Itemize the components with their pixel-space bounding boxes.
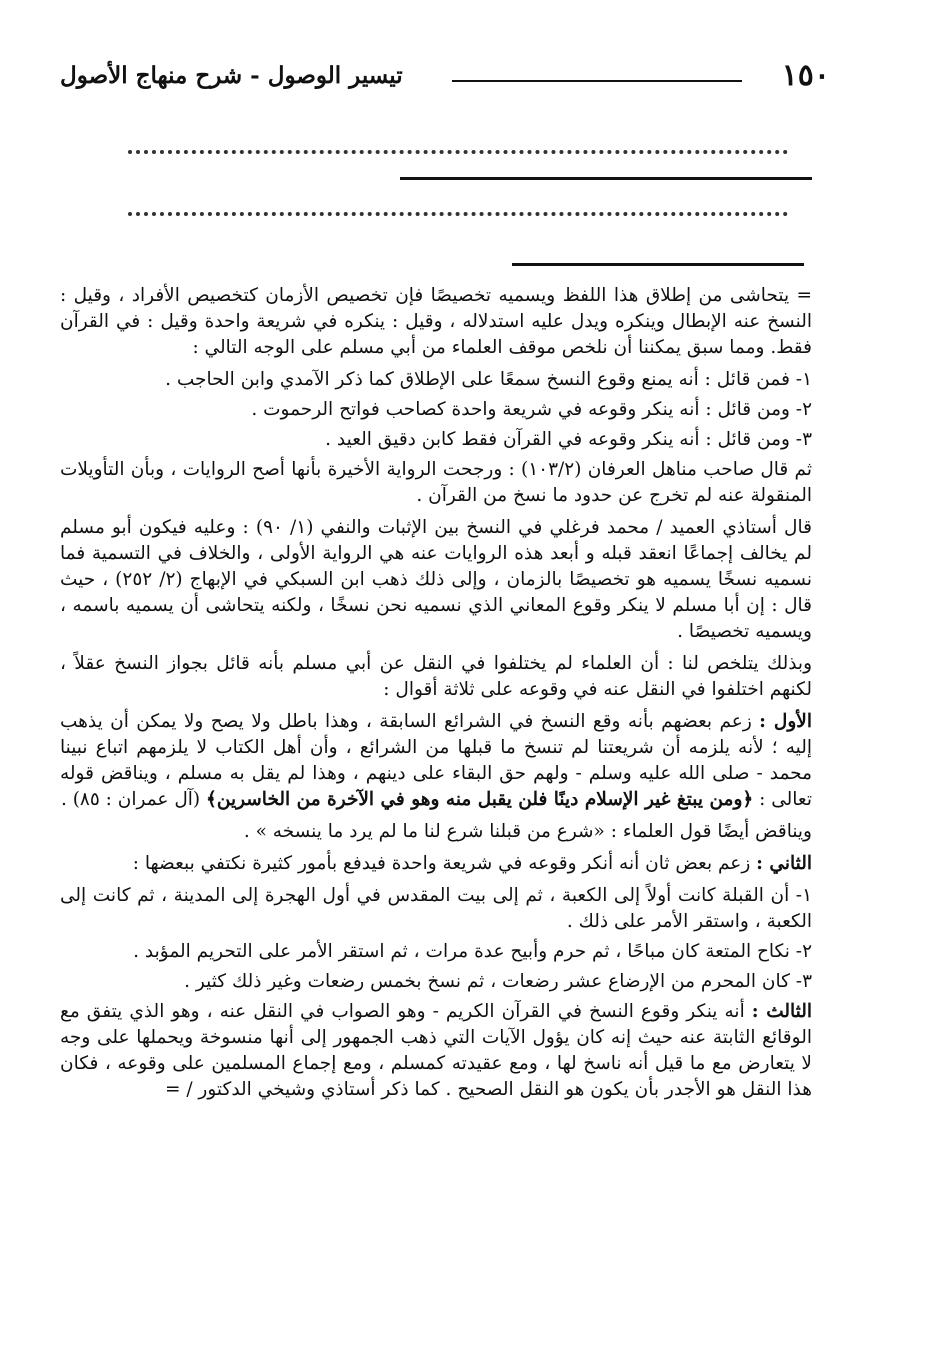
header-rule	[452, 80, 742, 82]
dotted-line-top	[128, 140, 788, 154]
list-item: ١- أن القبلة كانت أولاً إلى الكعبة ، ثم إلى بيت المقدس في أول الهجرة إلى المدينة ، ثم كانت إلى الكعبة ، واستقر الأمر على ذلك .	[60, 885, 812, 932]
paragraph-second-opinion	[60, 851, 812, 877]
paragraph-third-opinion	[60, 999, 812, 1103]
list-item: ٢- نكاح المتعة كان مباحًا ، ثم حرم وأبيح عدة مرات ، ثم استقر الأمر على التحريم المؤبد .	[133, 941, 812, 962]
dotted-line-bottom	[128, 202, 788, 216]
page-header	[60, 58, 830, 102]
first-opinion-text: زعم بعضهم بأنه وقع النسخ في الشرائع السابقة ، وهذا باطل ولا يصح ولا يمكن أن يذهب إليه ؛ لأنه يلزمه أن شريعتنا لم تنسخ ما قبلها من الشرائع ، وأن أهل الكتاب لا يلزمهم اتباع نبينا محمد - صلى الله عليه وسلم - ولهم حق البقاء على دينهم ، وهذا لم يقل به مسلم ، ويناقض قوله تعالى :	[60, 711, 812, 810]
list-item: ٢- ومن قائل : أنه ينكر وقوعه في شريعة واحدة كصاحب فواتح الرحموت .	[251, 399, 812, 420]
paragraph-intro: = يتحاشى من إطلاق هذا اللفظ ويسميه تخصيصًا فإن تخصيص الأزمان كتخصيص الأفراد ، وقيل : النسخ عنه الإبطال وينكره ويدل عليه استدلاله ، وقيل : ينكره في شريعة واحدة وقيل : في القرآن فقط. ومما سبق يمكننا أن نلخص موقف العلماء من أبي مسلم على الوجه التالي :	[60, 285, 812, 358]
footnote-separator-rule	[512, 263, 804, 266]
running-title: تيسير الوصول - شرح منهاج الأصول	[60, 62, 403, 89]
verse-reference: (آل عمران : ٨٥) .	[60, 789, 207, 810]
page-number: ١٥٠	[781, 58, 830, 93]
paragraph-summary: وبذلك يتلخص لنا : أن العلماء لم يختلفوا في النقل عن أبي مسلم بأنه قائل بجواز النسخ عقلاً ، لكنهم اختلفوا في النقل عنه في وقوعه على ثلاثة أقوال :	[60, 653, 812, 700]
list-item: ١- فمن قائل : أنه يمنع وقوع النسخ سمعًا على الإطلاق كما ذكر الآمدي وابن الحاجب .	[165, 369, 812, 390]
paragraph-manahil: ثم قال صاحب مناهل العرفان (١٠٣/٢) : ورجحت الرواية الأخيرة بأنها أصح الروايات ، وبأن التأويلات المنقولة عنه لم تخرج عن حدود ما نسخ من القرآن .	[60, 459, 812, 506]
paragraph-first-opinion	[60, 709, 812, 813]
list-item: ٣- كان المحرم من الإرضاع عشر رضعات ، ثم نسخ بخمس رضعات وغير ذلك كثير .	[184, 971, 812, 992]
first-opinion-label: الأول :	[759, 711, 812, 732]
second-opinion-label: الثاني :	[756, 853, 812, 874]
list-item: ٣- ومن قائل : أنه ينكر وقوعه في القرآن فقط كابن دقيق العيد .	[325, 429, 812, 450]
second-opinion-text: زعم بعض ثان أنه أنكر وقوعه في شريعة واحدة فيدفع بأمور كثيرة نكتفي ببعضها :	[132, 853, 757, 874]
paragraph-farghali: قال أستاذي العميد / محمد فرغلي في النسخ بين الإثبات والنفي (١/ ٩٠) : وعليه فيكون أبو مسلم لم يخالف إجماعًا انعقد قبله و أبعد هذه الروايات عنه هي الرواية الأولى ، والخلاف في التسمية فما نسميه نسخًا يسميه هو تخصيصًا بالزمان ، وإلى ذلك ذهب ابن السبكي في الإبهاج (٢/ ٢٥٢) ، حيث قال : إن أبا مسلم لا ينكر وقوع المعاني الذي نسميه نحن نسخًا ، ولكنه يتحاشى أن يسميه باسمه ، ويسميه تخصيصًا .	[60, 517, 812, 642]
quran-verse: ﴿ومن يبتغ غير الإسلام دينًا فلن يقبل منه وهو في الآخرة من الخاسرين﴾	[206, 789, 754, 810]
footnote-text	[60, 283, 812, 1109]
third-opinion-label: الثالث :	[751, 1001, 812, 1022]
third-opinion-text: أنه ينكر وقوع النسخ في القرآن الكريم - وهو الصواب في النقل عنه ، وهو الذي يتفق مع الوقائع الثابتة عنه حيث إنه كان يؤول الآيات التي ذهب الجمهور إلى أنها منسوخة ويحملها على وجه لا يتعارض مع ما قيل أنه ناسخ لها ، ومع عقيدته كمسلم ، ومع إجماع المسلمين على وقوعه ، فكان هذا النقل هو الأجدر بأن يكون هو النقل الصحيح . كما ذكر أستاذي وشيخي الدكتور / =	[60, 1001, 812, 1100]
separator-rule-1	[400, 177, 812, 180]
paragraph-scholars-rule: ويناقض أيضًا قول العلماء : «شرع من قبلنا شرع لنا ما لم يرد ما ينسخه » .	[243, 821, 812, 842]
